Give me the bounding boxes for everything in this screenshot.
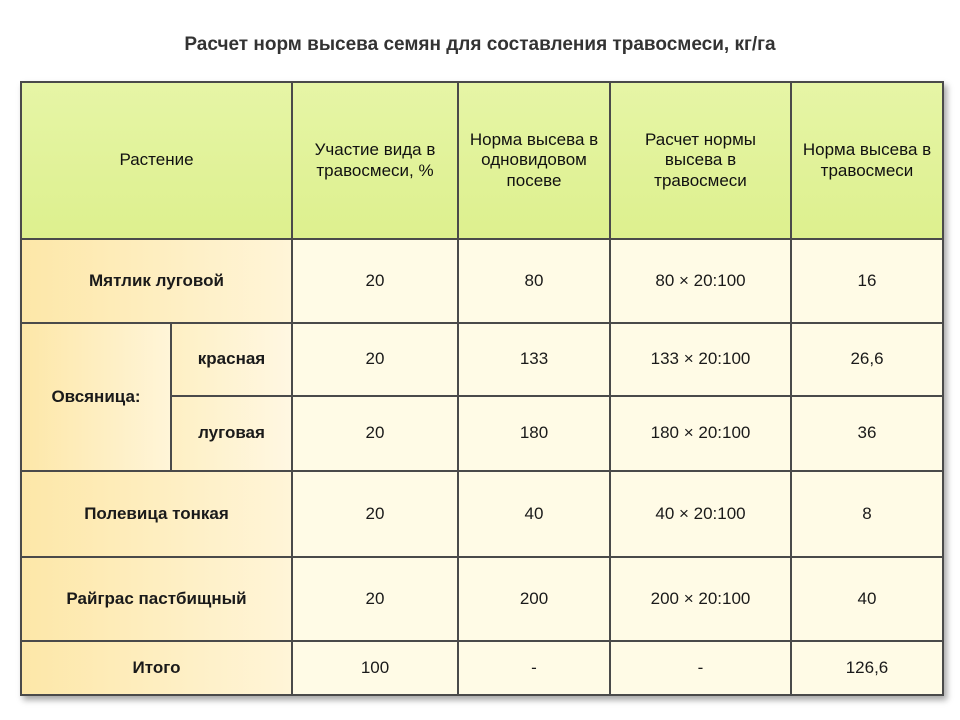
- cell-calc: -: [610, 641, 791, 695]
- cell-mix-rate: 8: [791, 471, 943, 557]
- header-calc: Расчет нормы высева в травосмеси: [610, 82, 791, 239]
- cell-mix-rate: 36: [791, 396, 943, 471]
- cell-mix-rate: 40: [791, 557, 943, 641]
- cell-share: 20: [292, 557, 458, 641]
- cell-single-rate: 80: [458, 239, 610, 323]
- row-label: Овсяница:: [21, 323, 171, 471]
- cell-single-rate: 133: [458, 323, 610, 396]
- cell-share: 20: [292, 323, 458, 396]
- cell-calc: 80 × 20:100: [610, 239, 791, 323]
- row-label: Мятлик луговой: [21, 239, 292, 323]
- seeding-rate-table: [20, 81, 944, 696]
- table-row: [21, 323, 943, 396]
- cell-mix-rate: 26,6: [791, 323, 943, 396]
- cell-calc: 200 × 20:100: [610, 557, 791, 641]
- header-mix-rate: Норма высева в травосмеси: [791, 82, 943, 239]
- header-share: Участие вида в травосмеси, %: [292, 82, 458, 239]
- header-plant: Растение: [21, 82, 292, 239]
- table-row: [21, 471, 943, 557]
- row-label: Полевица тонкая: [21, 471, 292, 557]
- row-sublabel: луговая: [171, 396, 292, 471]
- table-row: [21, 557, 943, 641]
- header-row: [21, 82, 943, 239]
- header-single-rate: Норма высева в одновидовом посеве: [458, 82, 610, 239]
- table-row: [21, 239, 943, 323]
- cell-single-rate: -: [458, 641, 610, 695]
- cell-share: 20: [292, 396, 458, 471]
- cell-share: 20: [292, 239, 458, 323]
- cell-share: 20: [292, 471, 458, 557]
- cell-share: 100: [292, 641, 458, 695]
- cell-calc: 180 × 20:100: [610, 396, 791, 471]
- cell-single-rate: 40: [458, 471, 610, 557]
- cell-calc: 133 × 20:100: [610, 323, 791, 396]
- cell-mix-rate: 16: [791, 239, 943, 323]
- row-label: Райграс пастбищный: [21, 557, 292, 641]
- row-sublabel: красная: [171, 323, 292, 396]
- cell-single-rate: 180: [458, 396, 610, 471]
- page-title: Расчет норм высева семян для составления травосмеси, кг/га: [184, 34, 776, 55]
- cell-calc: 40 × 20:100: [610, 471, 791, 557]
- total-row: [21, 641, 943, 695]
- cell-mix-rate: 126,6: [791, 641, 943, 695]
- total-label: Итого: [21, 641, 292, 695]
- cell-single-rate: 200: [458, 557, 610, 641]
